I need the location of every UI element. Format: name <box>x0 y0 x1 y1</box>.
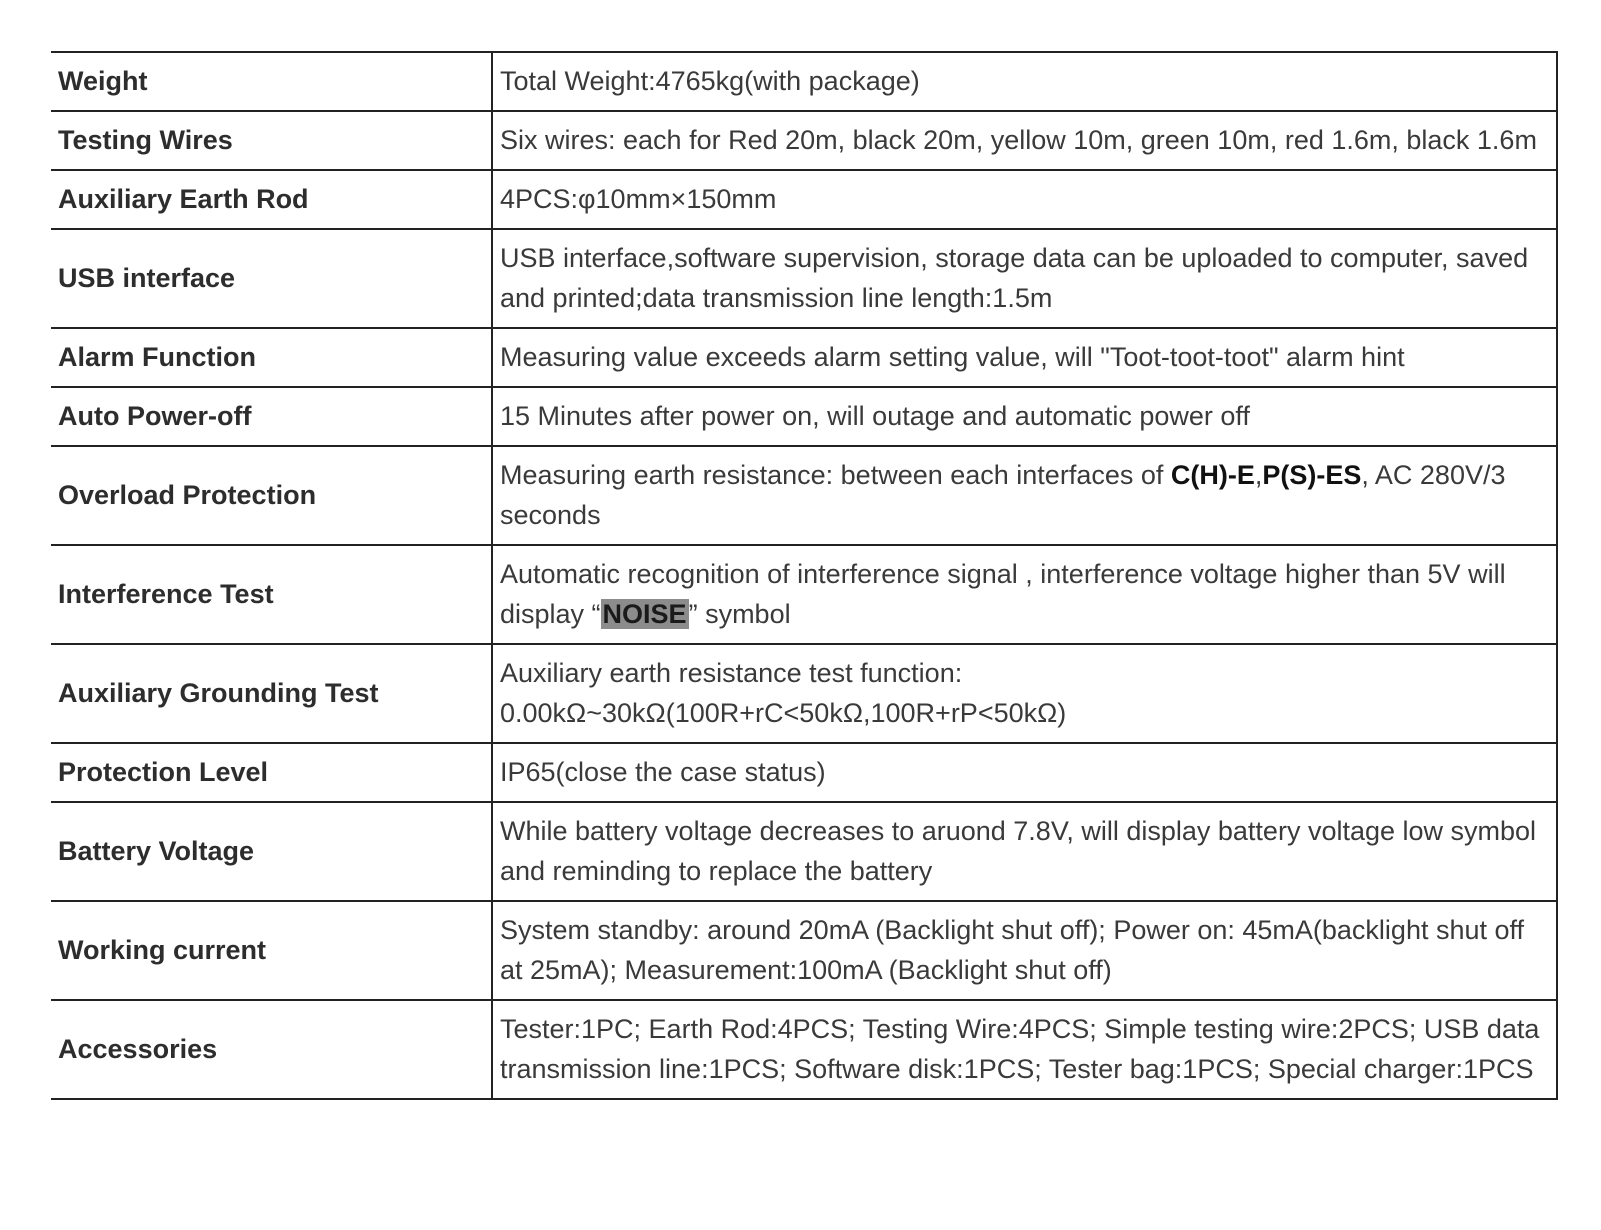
value-text: ” symbol <box>688 599 791 629</box>
spec-value-protection-level: IP65(close the case status) <box>492 743 1557 802</box>
table-row <box>51 170 1557 229</box>
spec-value-battery-voltage: While battery voltage decreases to aruond 7.8V, will display battery voltage low symbol and reminding to replace the battery <box>492 802 1557 901</box>
spec-name-auto-power-off: Auto Power-off <box>51 387 492 446</box>
spec-value-accessories: Tester:1PC; Earth Rod:4PCS; Testing Wire:4PCS; Simple testing wire:2PCS; USB data transmission line:1PCS; Software disk:1PCS; Tester bag:1PCS; Special charger:1PCS <box>492 1000 1557 1099</box>
spec-value-working-current: System standby: around 20mA (Backlight shut off); Power on: 45mA(backlight shut off at 25mA); Measurement:100mA (Backlight shut off) <box>492 901 1557 1000</box>
spec-name-alarm-function: Alarm Function <box>51 328 492 387</box>
value-text: , AC 280V/3 seconds <box>500 460 1506 530</box>
spec-name-battery-voltage: Battery Voltage <box>51 802 492 901</box>
table-row <box>51 111 1557 170</box>
spec-value-usb-interface: USB interface,software supervision, storage data can be uploaded to computer, saved and printed;data transmission line length:1.5m <box>492 229 1557 328</box>
spec-name-usb-interface: USB interface <box>51 229 492 328</box>
value-text: , <box>1254 460 1263 490</box>
value-text: Automatic recognition of interference signal , interference voltage higher than 5V will display “ <box>500 559 1506 629</box>
spec-value-earth-rod: 4PCS:φ10mm×150mm <box>492 170 1557 229</box>
value-line: Auxiliary earth resistance test function: <box>500 658 963 688</box>
table-row <box>51 387 1557 446</box>
spec-value-overload-protection <box>492 446 1557 545</box>
spec-value-testing-wires: Six wires: each for Red 20m, black 20m, yellow 10m, green 10m, red 1.6m, black 1.6m <box>492 111 1557 170</box>
table-row <box>51 901 1557 1000</box>
table-row <box>51 743 1557 802</box>
table-row <box>51 1000 1557 1099</box>
spec-name-overload-protection: Overload Protection <box>51 446 492 545</box>
spec-name-working-current: Working current <box>51 901 492 1000</box>
spec-name-earth-rod: Auxiliary Earth Rod <box>51 170 492 229</box>
spec-value-auto-power-off: 15 Minutes after power on, will outage and automatic power off <box>492 387 1557 446</box>
table-row <box>51 644 1557 743</box>
table-row <box>51 545 1557 644</box>
spec-value-weight: Total Weight:4765kg(with package) <box>492 52 1557 111</box>
table-row <box>51 328 1557 387</box>
value-line: 0.00kΩ~30kΩ(100R+rC<50kΩ,100R+rP<50kΩ) <box>500 698 1067 728</box>
spec-name-protection-level: Protection Level <box>51 743 492 802</box>
table-row <box>51 52 1557 111</box>
terminal-label: P(S)-ES <box>1262 460 1362 490</box>
spec-name-weight: Weight <box>51 52 492 111</box>
spec-name-interference-test: Interference Test <box>51 545 492 644</box>
spec-name-testing-wires: Testing Wires <box>51 111 492 170</box>
value-text: Measuring earth resistance: between each interfaces of <box>500 460 1171 490</box>
spec-value-auxiliary-grounding-test <box>492 644 1557 743</box>
table-row <box>51 802 1557 901</box>
table-row <box>51 446 1557 545</box>
noise-symbol: NOISE <box>602 599 687 629</box>
table-row <box>51 229 1557 328</box>
spec-name-auxiliary-grounding-test: Auxiliary Grounding Test <box>51 644 492 743</box>
terminal-label: C(H)-E <box>1170 460 1255 490</box>
spec-name-accessories: Accessories <box>51 1000 492 1099</box>
spec-value-interference-test <box>492 545 1557 644</box>
spec-value-alarm-function: Measuring value exceeds alarm setting value, will "Toot-toot-toot" alarm hint <box>492 328 1557 387</box>
spec-table <box>51 51 1558 1100</box>
